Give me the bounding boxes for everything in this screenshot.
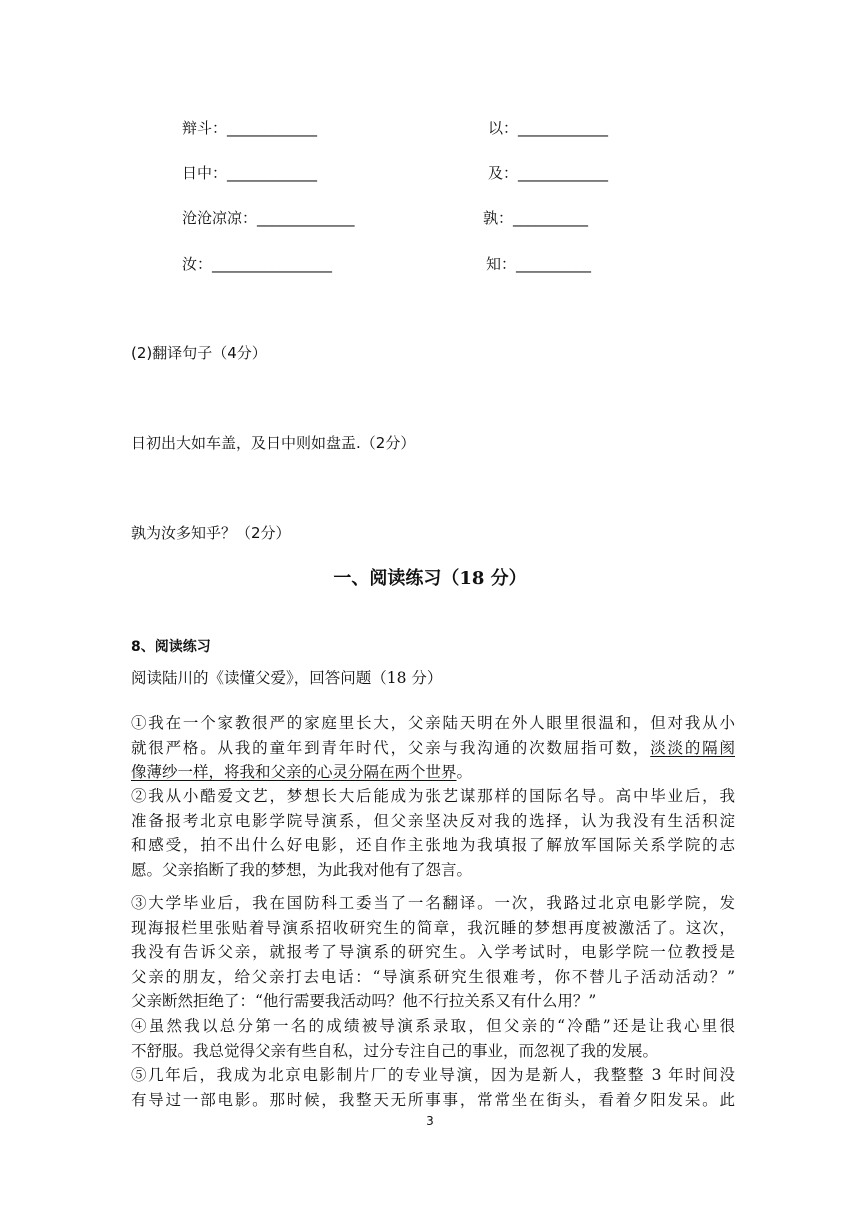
paragraph-4-line-2: 不舒服。我总觉得父亲有些自私，过分专注自己的事业，而忽视了我的发展。 (131, 1041, 659, 1060)
paragraph-3-line-3: 我没有告诉父亲，就报考了导演系的研究生。入学考试时，电影学院一位教授是 (131, 943, 735, 962)
paragraph-5-line-2: 有导过一部电影。那时候，我整天无所事事，常常坐在街头，看着夕阳发呆。此 (131, 1090, 735, 1109)
paragraph-1-line-2-text: 就很严格。从我的童年到青年时代，父亲与我沟通的次数屈指可数， (131, 738, 651, 757)
paragraph-2-line-4: 愿。父亲掐断了我的梦想，为此我对他有了怨言。 (131, 860, 473, 879)
section-heading: 一、阅读练习（18 分） (333, 568, 527, 589)
paragraph-2-line-1: ②我从小酷爱文艺，梦想长大后能成为张艺谋那样的国际名导。高中毕业后，我 (131, 787, 735, 805)
paragraph-1-line-1: ①我在一个家教很严的家庭里长大，父亲陆天明在外人眼里很温和，但对我从小 (131, 714, 735, 732)
question-8-label: 8、阅读练习 (131, 639, 211, 655)
paragraph-2-line-3: 和感受，拍不出什么好电影，还自作主张地为我填报了解放军国际关系学院的志 (131, 836, 735, 855)
paragraph-1-line-3 (131, 760, 735, 785)
paragraph-4 (131, 1014, 735, 1063)
paragraph-5-line-1: ⑤几年后，我成为北京电影制片厂的专业导演，因为是新人，我整整 3 年时间没 (131, 1066, 735, 1084)
translate-sentence-1: 日初出大如车盖，及日中则如盘盂.（2分） (131, 434, 416, 452)
paragraph-2 (131, 784, 735, 882)
vocab-field-biandou: 辩斗：____________ (182, 119, 318, 137)
paragraph-1-period: 。 (456, 763, 473, 782)
vocab-field-shu: 孰：__________ (483, 209, 589, 227)
paragraph-1 (131, 711, 735, 785)
paragraph-4-line-1: ④虽然我以总分第一名的成绩被导演系录取，但父亲的“冷酷”还是让我心里很 (131, 1017, 735, 1035)
translate-sentence-2: 孰为汝多知乎？（2分） (131, 524, 291, 542)
vocab-field-cangcang: 沧沧凉凉：_____________ (182, 209, 355, 227)
paragraph-2-line-2: 准备报考北京电影学院导演系，但父亲坚决反对我的选择，认为我没有生活积淀 (131, 811, 735, 830)
vocab-field-yi: 以：____________ (488, 119, 609, 137)
vocab-field-ji: 及：____________ (488, 164, 609, 182)
paragraph-3-line-1: ③大学毕业后，我在国防科工委当了一名翻译。一次，我路过北京电影学院，发 (131, 894, 735, 912)
vocab-field-rizhong: 日中：____________ (182, 164, 318, 182)
translate-title: (2)翻译句子（4分） (131, 344, 267, 362)
paragraph-5 (131, 1063, 735, 1112)
paragraph-3-line-2: 现海报栏里张贴着导演系招收研究生的简章，我沉睡的梦想再度被激活了。这次， (131, 918, 735, 937)
paragraph-3 (131, 891, 735, 1014)
underlined-phrase-start: 淡淡的隔阂 (650, 738, 735, 757)
underlined-phrase-end: 像薄纱一样，将我和父亲的心灵分隔在两个世界 (131, 763, 457, 782)
question-8-intro: 阅读陆川的《读懂父爱》，回答问题（18 分） (131, 669, 443, 687)
vocab-field-ru: 汝：________________ (182, 255, 333, 273)
vocab-field-zhi: 知：__________ (486, 255, 592, 273)
paragraph-3-line-4: 父亲的朋友，给父亲打去电话：“导演系研究生很难考，你不替儿子活动活动？” (131, 967, 735, 986)
paragraph-1-line-2 (131, 736, 735, 761)
page-number: 3 (426, 1114, 434, 1128)
paragraph-3-line-5: 父亲断然拒绝了：“他行需要我活动吗？他不行拉关系又有什么用？” (131, 992, 597, 1011)
